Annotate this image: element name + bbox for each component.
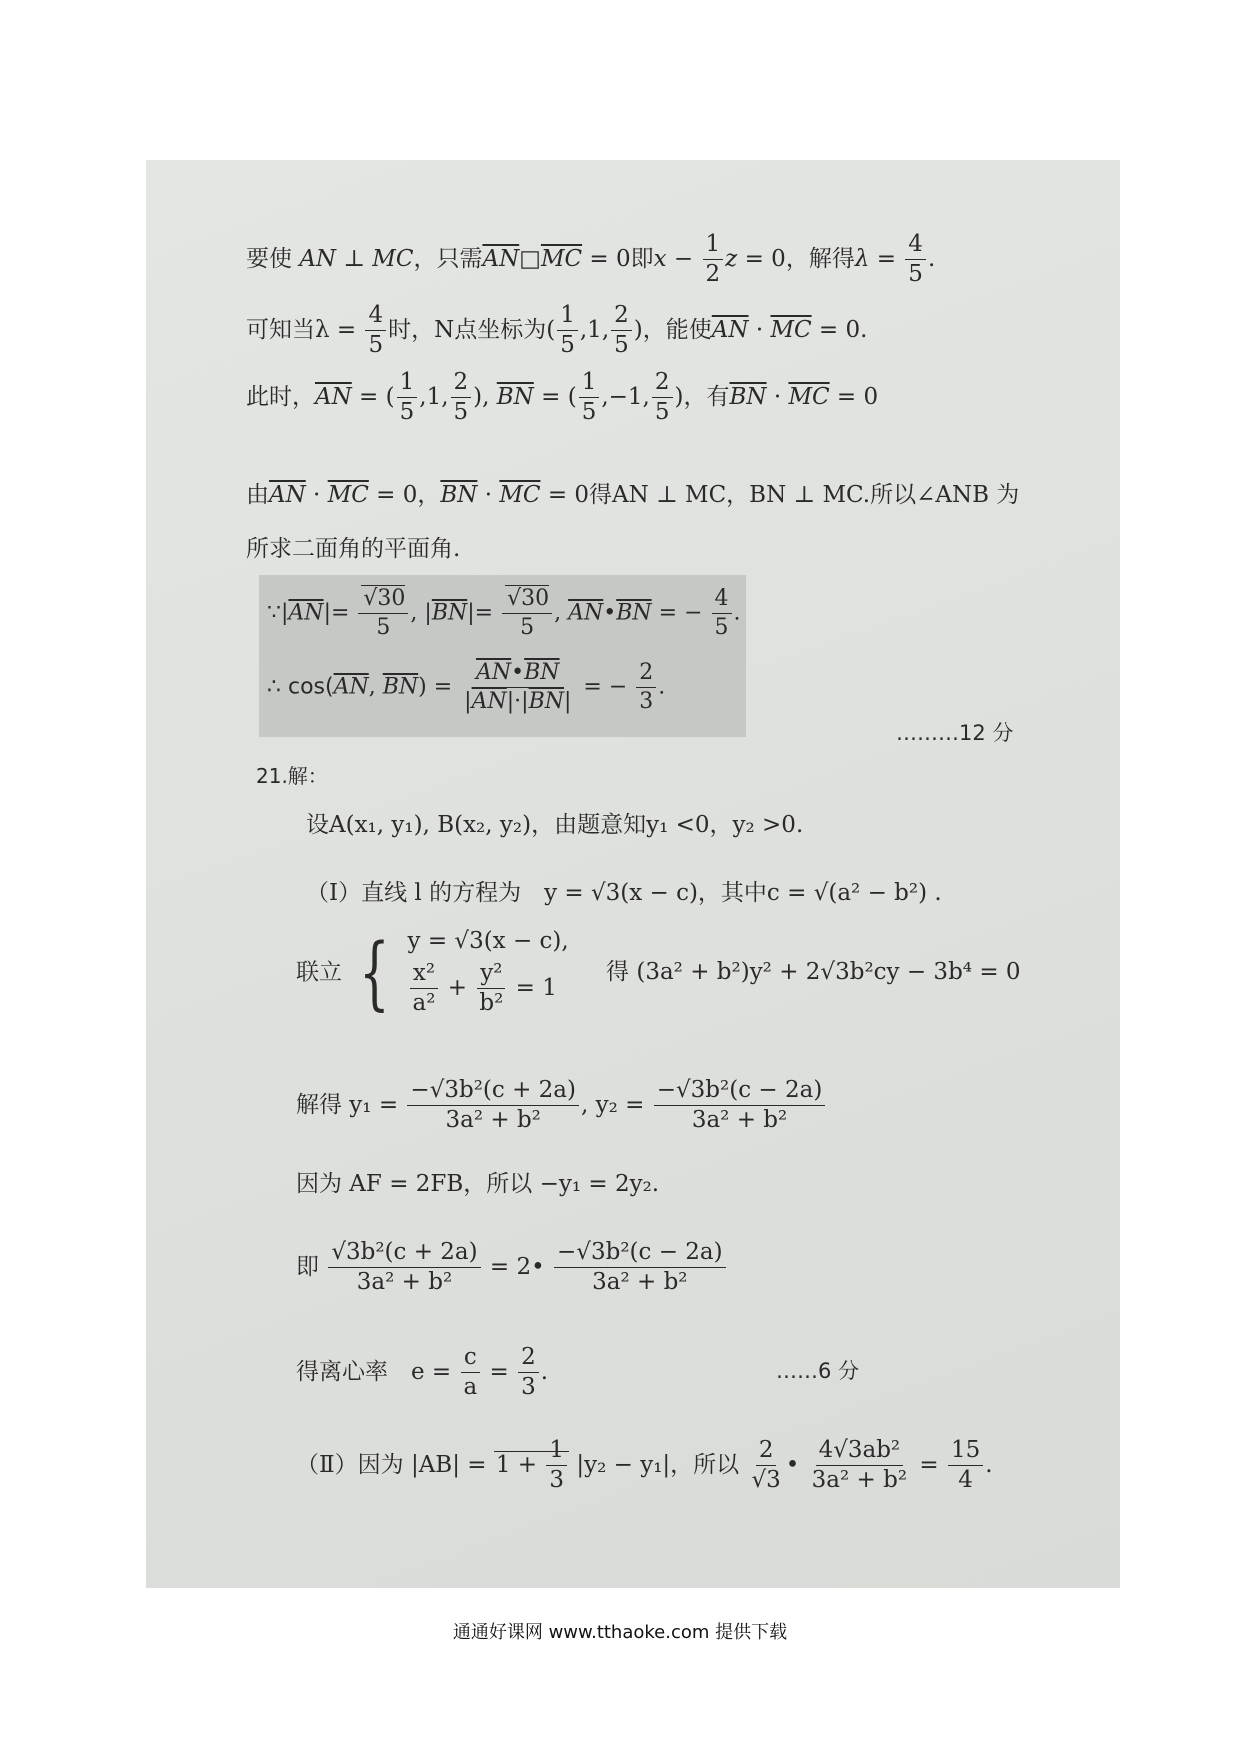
text: 由 bbox=[246, 482, 269, 508]
line-eccentricity: 得离心率 e = $\frac{c}{a}$ = $\frac{2}{3}$ . bbox=[296, 1344, 549, 1401]
text: ，解得 bbox=[785, 245, 855, 272]
text: = 0得AN ⊥ MC，BN ⊥ MC.所以∠ANB 为 bbox=[547, 482, 1020, 508]
line-equation: 即 $\frac{\text{√3b²(c + 2a)}}{\text{3a² + b²}}$ = 2• $\frac{\text{−√3b²(c − 2a)}}{\text{3a² + b²}}$ bbox=[296, 1240, 728, 1296]
text: = 0， bbox=[376, 482, 441, 508]
text: ，有 bbox=[683, 383, 730, 410]
text: )，能使 bbox=[633, 316, 712, 343]
text: 时，N点坐标为( bbox=[388, 316, 556, 343]
line-part1-line-eq: （Ⅰ）直线 l 的方程为 y = √3(x − c)，其中c = √(a² − b²) . bbox=[306, 880, 942, 906]
text: ∵| bbox=[267, 600, 289, 626]
text: 即 bbox=[296, 1253, 319, 1280]
text: ∴ cos( bbox=[267, 674, 334, 700]
line-system: 联立 { y = √3(x − c), $\frac{\text{x²}}{\text{a²}}$ + $\frac{\text{y²}}{\text{b²}}$ = 1 得 (3a² + b²)y² + 2√3b²cy − 3b⁴ = 0 bbox=[296, 926, 1021, 1020]
line-dot-products: 由$\overline{AN} \cdot \overline{MC} = 0$，$\overline{BN} \cdot \overline{MC} = 0$得AN ⊥ MC，BN ⊥ MC.所以∠ANB 为 bbox=[246, 482, 1020, 508]
page-photo bbox=[146, 160, 1120, 1588]
text: 联立 bbox=[296, 959, 342, 986]
text: = 1 bbox=[515, 974, 557, 1001]
line-part2: （Ⅱ）因为 |AB| = 1 + $\frac{1}{3}$ |y₂ − y₁|，所以 $\frac{2}{√3}$ • $\frac{\text{4√3ab²}}{\text{3a² + b²}}$ = $\frac{15}{4}$ . bbox=[296, 1437, 993, 1494]
score-6: ……6 分 bbox=[776, 1359, 860, 1383]
question-21: 21.解： bbox=[256, 764, 328, 788]
line-solve-y: 解得 y₁ = $\frac{\text{−√3b²(c + 2a)}}{\text{3a² + b²}}$ , y₂ = $\frac{\text{−√3b²(c − 2a)}}{\text{3a² + b²}}$ bbox=[296, 1078, 827, 1134]
line-set-points: 设A(x₁, y₁), B(x₂, y₂)，由题意知y₁ <0，y₂ >0. bbox=[306, 812, 804, 838]
text: 得 (3a² + b²)y² + 2√3b²cy − 3b⁴ = 0 bbox=[606, 959, 1021, 986]
text: ，只需 bbox=[413, 245, 483, 272]
line-magnitudes: $\because|\overline{AN}|=$ $\frac{√30}{5}$ , $|\overline{BN}|=$ $\frac{√30}{5}$ , $\overline{AN}•\overline{BN}$ = − $\frac{4}{5}$ . bbox=[267, 586, 741, 641]
text: = 0 bbox=[836, 383, 879, 410]
text: = 0即 bbox=[589, 245, 654, 272]
text: = 0. bbox=[818, 316, 868, 343]
text: （Ⅱ）因为 |AB| = bbox=[296, 1451, 487, 1478]
line-because-af: 因为 AF = 2FB，所以 −y₁ = 2y₂. bbox=[296, 1171, 660, 1197]
shaded-formula-box bbox=[259, 575, 746, 737]
line-cosine: ∴ $\cos(\overline{AN}$, $\overline{BN}$) = $\frac{\overline{AN}•\overline{BN}}{|\overline{AN}|\cdot|\overline{BN}|}$ = − $\frac{2}{3}$ . bbox=[267, 660, 666, 715]
footer-source: 通通好课网 www.tthaoke.com 提供下载 bbox=[452, 1622, 788, 1643]
score-12: ………12 分 bbox=[896, 721, 1014, 745]
text: 解得 y₁ = bbox=[296, 1091, 399, 1118]
text: ，所以 bbox=[670, 1451, 740, 1478]
line-plane-angle: 所求二面角的平面角. bbox=[246, 536, 461, 562]
text: 可知当λ = bbox=[246, 316, 357, 343]
line-lambda-value: 可知当λ = $\frac{4}{5}$ 时，N点坐标为( $\frac{1}{5}$ ,1, $\frac{2}{5}$ )，能使$\overline{AN} \cdot \overline{MC} = 0$. bbox=[246, 302, 868, 359]
text: 要使 bbox=[246, 245, 292, 272]
line-vectors: 此时，$\overline{AN}$ = ( $\frac{1}{5}$ ,1, $\frac{2}{5}$ ), $\overline{BN}$ = ( $\frac{1}{5}$ ,−1, $\frac{2}{5}$ )，有$\overline{BN} \cdot \overline{MC} = 0$ bbox=[246, 369, 879, 426]
text: 得离心率 e = bbox=[296, 1358, 452, 1385]
text: y = √3(x − c), bbox=[407, 928, 569, 954]
line-an-perp-mc: 要使 AN ⊥ MC，只需$\overline{AN}□\overline{MC} = 0$即x − $\frac{1}{2}$ z = 0，解得λ = $\frac{4}{5}$ . bbox=[246, 231, 936, 288]
text: AN ⊥ MC bbox=[299, 245, 414, 272]
text: 此时， bbox=[246, 383, 315, 410]
